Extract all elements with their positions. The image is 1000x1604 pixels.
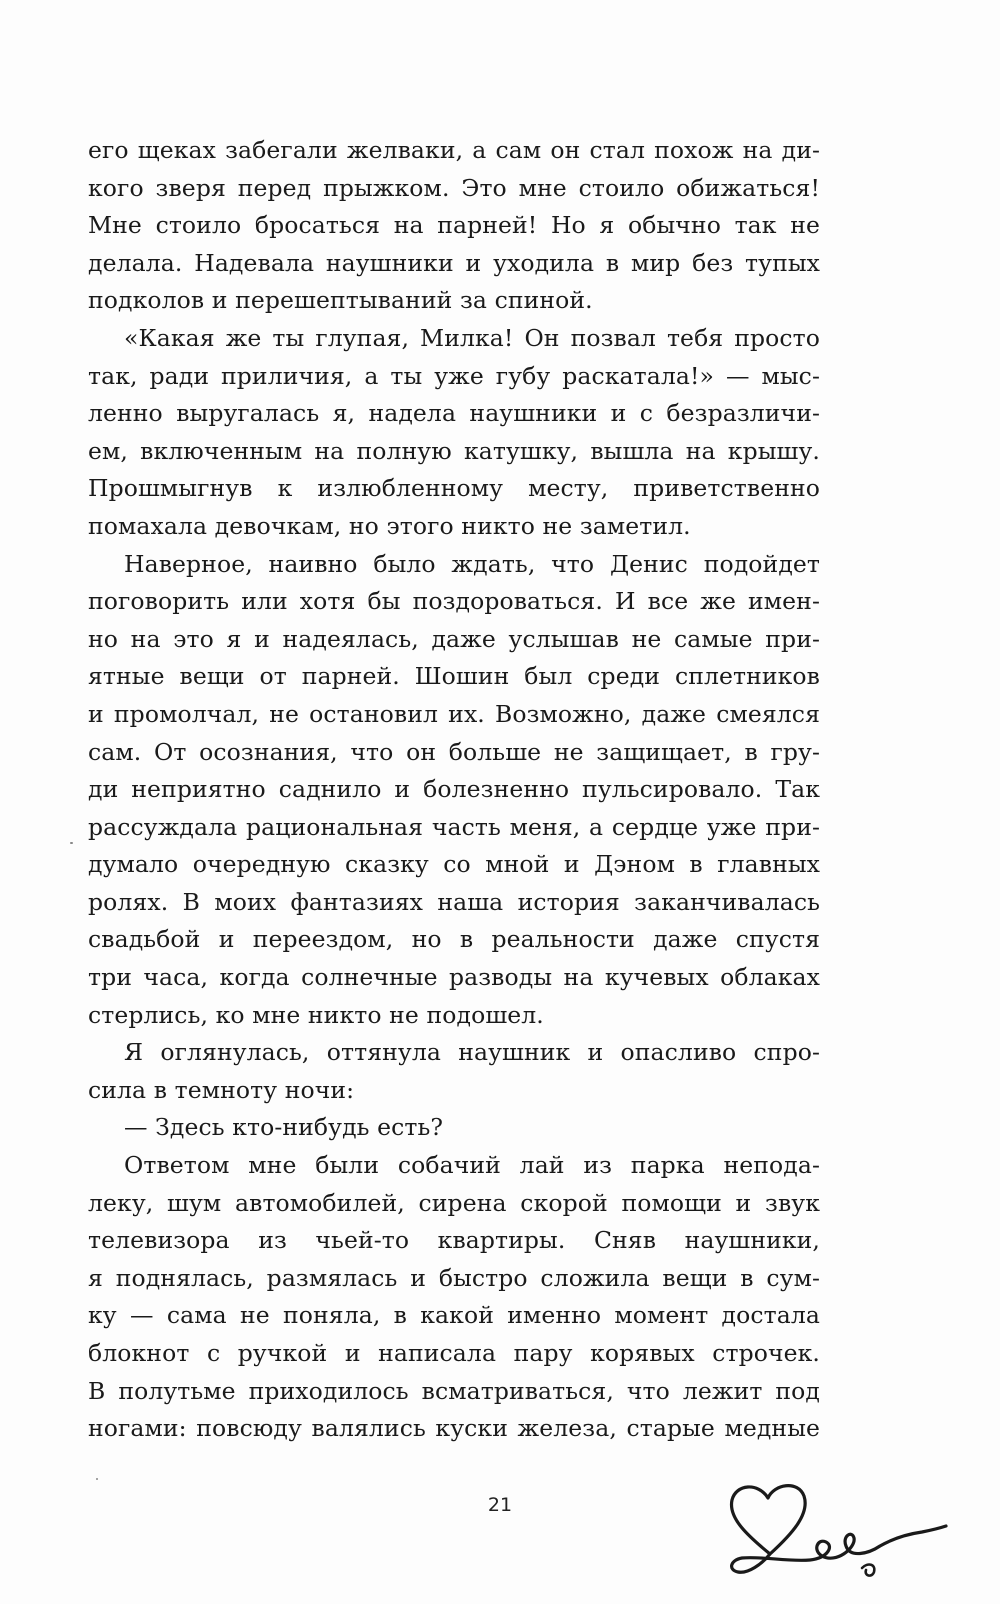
text-line: леку, шум автомобилей, сирена скорой помощи и звук — [88, 1188, 820, 1217]
text-line: стерлись, ко мне никто не подошел. — [88, 1000, 544, 1029]
text-line: Я оглянулась, оттянула наушник и опасливо спро- — [124, 1038, 820, 1067]
text-line: поговорить или хотя бы поздороваться. И все же имен- — [88, 587, 820, 616]
text-line: подколов и перешептываний за спиной. — [88, 286, 593, 315]
text-line: «Какая же ты глупая, Милка! Он позвал тебя просто — [124, 323, 820, 352]
text-line: помахала девочкам, но этого никто не заметил. — [88, 511, 691, 540]
heart-flourish-icon — [718, 1476, 950, 1588]
text-line: три часа, когда солнечные разводы на кучевых облаках — [88, 963, 820, 992]
text-line: делала. Надевала наушники и уходила в мир без тупых — [88, 248, 820, 277]
print-speck — [70, 842, 73, 844]
text-line: ногами: повсюду валялись куски железа, старые медные — [88, 1414, 820, 1443]
text-line: сила в темноту ночи: — [88, 1075, 355, 1104]
text-line: его щеках забегали желваки, а сам он стал похож на ди- — [88, 136, 820, 164]
page-number: 21 — [487, 1494, 513, 1516]
text-line: Прошмыгнув к излюбленному месту, приветственно — [88, 474, 820, 503]
text-line: так, ради приличия, а ты уже губу раскатала!» — мыс- — [88, 361, 820, 390]
text-line: сам. От осознания, что он больше не защищает, в гру- — [88, 737, 820, 766]
text-line: ятные вещи от парней. Шошин был среди сплетников — [88, 662, 820, 691]
text-line: ку — сама не поняла, в какой именно момент достала — [88, 1301, 820, 1330]
text-line: ролях. В моих фантазиях наша история заканчивалась — [88, 887, 820, 916]
text-line: ленно выругалась я, надела наушники и с безразличи- — [88, 399, 820, 428]
text-line: думало очередную сказку со мной и Дэном в главных — [88, 850, 820, 879]
text-line: Ответом мне были собачий лай из парка непода- — [124, 1151, 820, 1180]
print-speck — [96, 1478, 98, 1480]
text-line: телевизора из чьей-то квартиры. Сняв наушники, — [88, 1226, 820, 1255]
text-line: но на это я и надеялась, даже услышав не самые при- — [88, 624, 820, 653]
text-line: Мне стоило бросаться на парней! Но я обычно так не — [88, 211, 820, 240]
body-text — [88, 132, 820, 1448]
text-line: Наверное, наивно было ждать, что Денис подойдет — [124, 549, 820, 578]
text-line: В полутьме приходилось всматриваться, что лежит под — [88, 1376, 820, 1405]
text-line: — Здесь кто-нибудь есть? — [124, 1113, 444, 1142]
text-line: и промолчал, не остановил их. Возможно, даже смеялся — [88, 699, 820, 728]
text-line: ди неприятно саднило и болезненно пульсировало. Так — [88, 775, 820, 804]
text-line: я поднялась, размялась и быстро сложила вещи в сум- — [88, 1263, 820, 1292]
text-line: ем, включенным на полную катушку, вышла на крышу. — [88, 436, 820, 465]
text-line: блокнот с ручкой и написала пару корявых строчек. — [88, 1339, 820, 1367]
text-line: кого зверя перед прыжком. Это мне стоило обижаться! — [88, 173, 820, 202]
text-line: свадьбой и переездом, но в реальности даже спустя — [88, 925, 820, 954]
text-line: рассуждала рациональная часть меня, а сердце уже при- — [88, 812, 820, 841]
